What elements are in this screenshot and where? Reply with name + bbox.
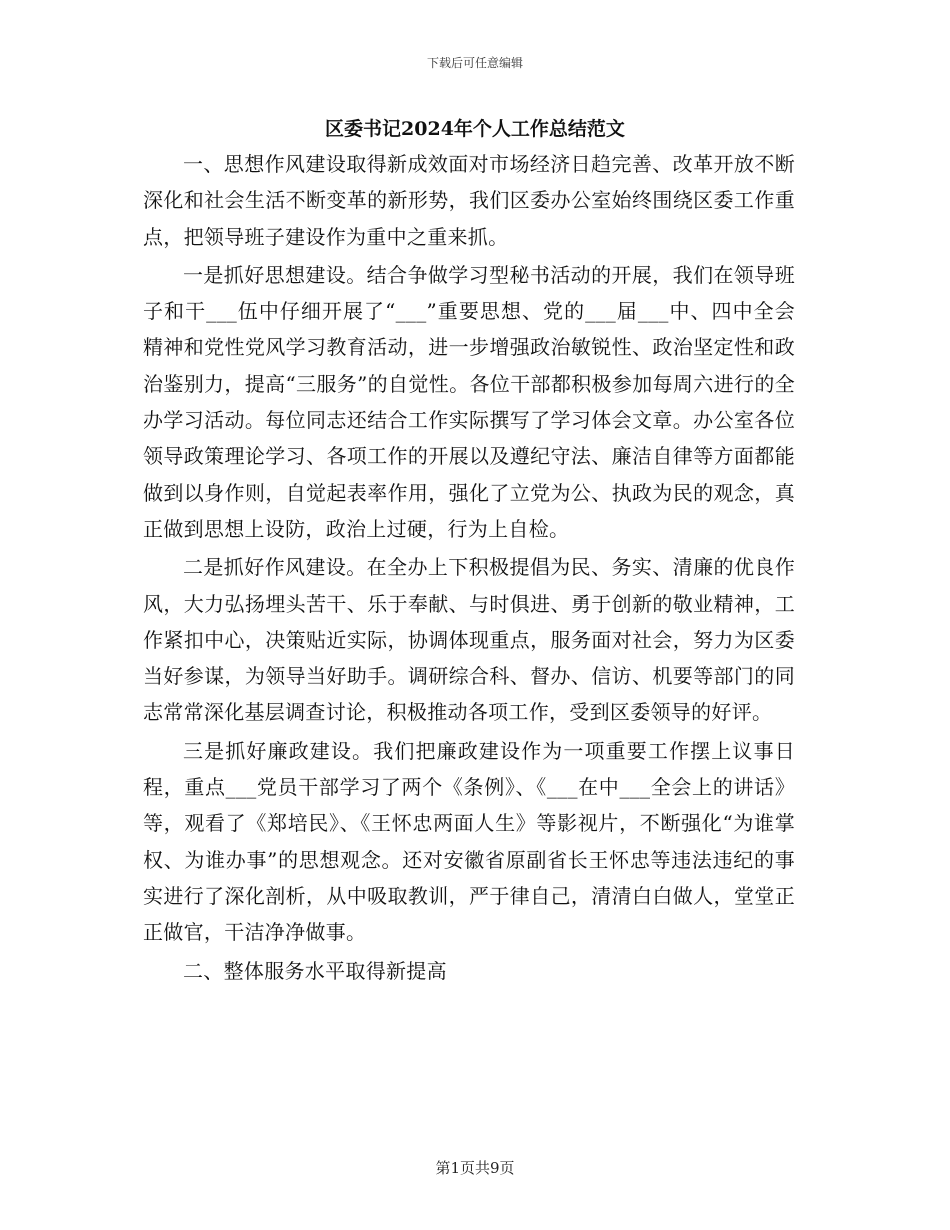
paragraph-style-building: 二是抓好作风建设。在全办上下积极提倡为民、务实、清廉的优良作风，大力弘扬埋头苦干、乐于奉献、与时俱进、勇于创新的敬业精神，工作紧扣中心，决策贴近实际，协调体现重点，服务面对社会，努力为区委当好参谋，为领导当好助手。调研综合科、督办、信访、机要等部门的同志常常深化基层调查讨论，积极推动各项工作，受到区委领导的好评。 <box>143 555 795 725</box>
paragraph-section-two-heading: 二、整体服务水平取得新提高 <box>183 958 447 983</box>
page-footer: 第1页共9页 <box>435 1159 515 1177</box>
header-note: 下载后可任意编辑 <box>426 56 523 70</box>
document-title: 区委书记2024年个人工作总结范文 <box>325 118 625 140</box>
paragraph-section-one-intro: 一、思想作风建设取得新成效面对市场经济日趋完善、改革开放不断深化和社会生活不断变革的新形势，我们区委办公室始终围绕区委工作重点，把领导班子建设作为重中之重来抓。 <box>143 152 795 249</box>
paragraph-ideological-building: 一是抓好思想建设。结合争做学习型秘书活动的开展，我们在领导班子和干___伍中仔细开展了“___”重要思想、党的___届___中、四中全会精神和党性党风学习教育活动，进一步增强政治敏锐性、政治坚定性和政治鉴别力，提高“三服务”的自觉性。各位干部都积极参加每周六进行的全办学习活动。每位同志还结合工作实际撰写了学习体会文章。办公室各位领导政策理论学习、各项工作的开展以及遵纪守法、廉洁自律等方面都能做到以身作则，自觉起表率作用，强化了立党为公、执政为民的观念，真正做到思想上设防，政治上过硬，行为上自检。 <box>143 262 795 541</box>
document-body <box>143 146 795 991</box>
paragraph-integrity-building: 三是抓好廉政建设。我们把廉政建设作为一项重要工作摆上议事日程，重点___党员干部学习了两个《条例》、《___在中___全会上的讲话》等，观看了《郑培民》、《王怀忠两面人生》等影视片，不断强化“为谁掌权、为谁办事”的思想观念。还对安徽省原副省长王怀忠等违法违纪的事实进行了深化剖析，从中吸取教训，严于律自己，清清白白做人，堂堂正正做官，干洁净净做事。 <box>143 738 795 945</box>
